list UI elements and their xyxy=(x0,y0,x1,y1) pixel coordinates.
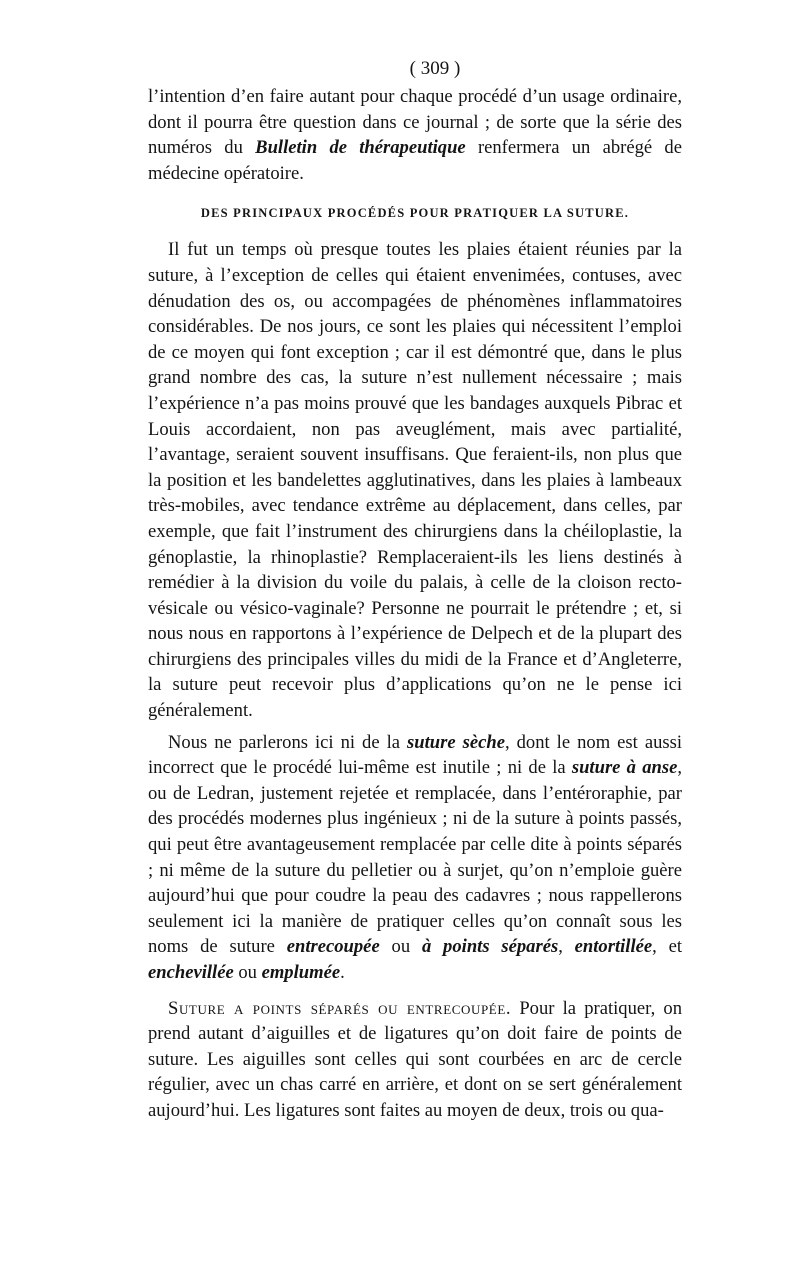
section-heading: DES PRINCIPAUX PROCÉDÉS POUR PRATIQUER LA SUTURE. xyxy=(200,206,630,221)
page-number: ( 309 ) xyxy=(409,58,461,79)
subsection-lead: Suture a points séparés ou entrecoupée. xyxy=(168,997,512,1019)
intro-text-end: renfermera un abrégé de médecine opératoire. xyxy=(148,137,682,184)
paragraph-history-of-suture: Il fut un temps où presque toutes les plaies étaient réunies par la suture, à l’exception de celles qui étaient envenimées, contuses, avec dénudation des os, ou accompagées de phénomènes inflammatoires considérables. De nos jours, ce sont les plaies qui nécessitent l’emploi de ce moyen qui font exception ; car il est démontré que, dans le plus grand nombre des cas, la suture n’est nullement nécessaire ; mais l’expérience n’a pas moins prouvé que les bandages auxquels Pibrac et Louis accordaient, non pas aveuglément, mais avec partialité, l’avantage, seraient souvent insuffisans. Que feraient-ils, non plus que la position et les bandelettes agglutinatives, dans les plaies à lambeaux très-mobiles, avec tendance extrême au déplacement, dans celles, par exemple, que fait l’instrument des chirurgiens dans la chéiloplastie, la génoplastie, la rhinoplastie? Remplaceraient-ils les liens destinés à remédier à la division du voile du palais, à celle de la cloison recto-vésicale ou vésico-vaginale? Personne ne pourrait le prétendre ; et, si nous nous en rapportons à l’expérience de Delpech et de la plupart des chirurgiens des principales villes du midi de la France et d’Angleterre, la suture peut recevoir plus d’applications qu’on ne le pense ici généralement. xyxy=(148,239,682,722)
subsection-text: Pour la pratiquer, on prend autant d’aiguilles et de ligatures qu’on doit faire de points de suture. Les aiguilles sont celles qui sont courbées en arc de cercle régulier, avec un chas carré en arrière, et dont on se sert généralement aujourd’hui. Les ligatures sont faites au moyen de deux, trois ou qua- xyxy=(148,997,682,1121)
italic-term: entrecoupée xyxy=(286,936,380,958)
text-run: . xyxy=(340,962,345,983)
italic-term: enchevillée xyxy=(148,962,234,983)
italic-term: entortillée xyxy=(574,936,653,958)
document-page xyxy=(148,56,682,1124)
journal-title: Bulletin de thérapeutique xyxy=(255,137,466,159)
intro-paragraph xyxy=(148,84,682,186)
text-run: , dont le nom est aussi incorrect que le procédé lui-même est inutile ; ni de la xyxy=(148,731,683,779)
text-run: , ou de Ledran, justement rejetée et remplacée, dans l’entéroraphie, par des procédés modernes plus ingénieux ; ni de la suture à points passés, qui peut être avantageusement remplacée par celle dite à points séparés ; ni même de la suture du pelletier ou à surjet, qu’on n’emploie guère aujourd’hui que pour coudre la peau des cadavres ; nous rappellerons seulement ici la manière de pratiquer celles qu’on connaît sous les noms de suture xyxy=(148,757,682,958)
paragraph-suture-types xyxy=(148,730,682,986)
text-run: Nous ne parlerons ici ni de la xyxy=(168,731,408,753)
intro-text-start: l’intention d’en faire autant pour chaque procédé d’un usage ordinaire, dont il pourra être question dans ce journal ; de sorte que la série des numéros du xyxy=(148,86,682,159)
text-run: ou xyxy=(233,962,262,983)
text-run: ou xyxy=(379,936,422,958)
italic-term: emplumée xyxy=(261,962,341,983)
paragraph-interrupted-suture xyxy=(148,996,682,1124)
italic-term: suture sèche xyxy=(407,731,505,753)
text-run: , xyxy=(558,936,575,958)
text-run: , et xyxy=(652,936,683,958)
italic-term: à points séparés xyxy=(421,936,559,958)
italic-term: suture à anse xyxy=(571,757,678,779)
